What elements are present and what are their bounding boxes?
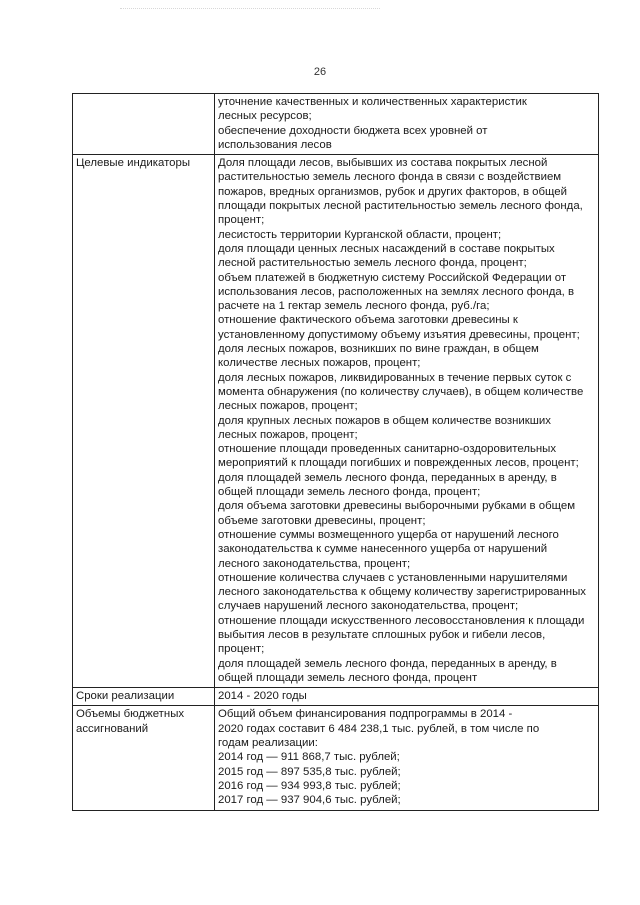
- text-line: обеспечение доходности бюджета всех уровней от: [218, 124, 488, 137]
- text-line: выбытия лесов в результате сплошных рубок и гибели лесов,: [218, 628, 546, 641]
- row-value: [215, 688, 599, 706]
- table-row: [73, 155, 599, 688]
- text-line: общей площади земель лесного фонда, процент;: [218, 486, 481, 499]
- passport-table: [72, 93, 599, 811]
- text-line: 2014 - 2020 годы: [218, 690, 307, 703]
- text-line: процент;: [218, 214, 265, 227]
- text-line: использования лесов, расположенных на землях лесного фонда, в: [218, 285, 575, 298]
- text-line: 2020 годах составит 6 484 238,1 тыс. рублей, в том числе по: [218, 722, 540, 735]
- text-line: доля лесных пожаров, ликвидированных в течение первых суток с: [218, 371, 572, 384]
- text-line: лесной растительностью земель лесного фонда, процент;: [218, 257, 527, 270]
- text-line: доля площадей земель лесного фонда, переданных в аренду, в: [218, 471, 557, 484]
- text-line: процент;: [218, 643, 265, 656]
- text-line: общей площади земель лесного фонда, процент: [218, 671, 478, 684]
- text-line: отношение площади искусственного лесовосстановления к площади: [218, 614, 585, 627]
- text-line: момента обнаружения (по количеству случаев), в общем количестве: [218, 385, 584, 398]
- text-line: 2016 год — 934 993,8 тыс. рублей;: [218, 779, 401, 792]
- text-line: Доля площади лесов, выбывших из состава покрытых лесной: [218, 157, 548, 170]
- text-line: растительностью земель лесного фонда в связи с воздействием: [218, 171, 562, 184]
- text-line: установленному допустимому объему изъятия древесины, процент;: [218, 328, 580, 341]
- text-line: отношение количества случаев с установленными нарушителями: [218, 571, 568, 584]
- scan-artifact: [120, 8, 380, 10]
- text-line: мероприятий к площади погибших и поврежденных лесов, процент;: [218, 457, 579, 470]
- text-line: 2017 год — 937 904,6 тыс. рублей;: [218, 794, 401, 807]
- text-line: лесистость территории Курганской области, процент;: [218, 228, 502, 241]
- text-line: годам реализации:: [218, 737, 318, 750]
- text-line: 2015 год — 897 535,8 тыс. рублей;: [218, 765, 401, 778]
- text-line: доля объема заготовки древесины выборочными рубками в общем: [218, 500, 576, 513]
- text-line: количестве лесных пожаров, процент;: [218, 357, 421, 370]
- text-line: законодательства к сумме нанесенного ущерба от нарушений: [218, 543, 548, 556]
- text-line: лесного законодательства к общему количеству зарегистрированных: [218, 586, 586, 599]
- row-value: [215, 706, 599, 810]
- row-label: Целевые индикаторы: [73, 155, 215, 688]
- text-line: лесных пожаров, процент;: [218, 400, 358, 413]
- table-row: [73, 94, 599, 155]
- text-line: расчете на 1 гектар земель лесного фонда, руб./га;: [218, 300, 490, 313]
- table-row: [73, 706, 599, 810]
- text-line: Общий объем финансирования подпрограммы в 2014 -: [218, 708, 513, 721]
- text-line: площади покрытых лесной растительностью земель лесного фонда,: [218, 200, 583, 213]
- text-line: лесных пожаров, процент;: [218, 428, 358, 441]
- text-line: лесного законодательства, процент;: [218, 557, 411, 570]
- text-line: уточнение качественных и количественных характеристик: [218, 96, 527, 108]
- row-label: [73, 94, 215, 155]
- text-line: доля крупных лесных пожаров в общем количестве возникших: [218, 414, 551, 427]
- text-line: доля лесных пожаров, возникших по вине граждан, в общем: [218, 343, 539, 356]
- text-line: лесных ресурсов;: [218, 110, 312, 123]
- text-line: использования лесов: [218, 138, 332, 151]
- row-label: Сроки реализации: [73, 688, 215, 706]
- text-line: объеме заготовки древесины, процент;: [218, 514, 426, 527]
- text-line: отношение суммы возмещенного ущерба от нарушений лесного: [218, 528, 559, 541]
- text-line: пожаров, вредных организмов, рубок и других факторов, в общей: [218, 185, 567, 198]
- text-line: случаев нарушений лесного законодательства, процент;: [218, 600, 519, 613]
- text-line: доля площади ценных лесных насаждений в составе покрытых: [218, 242, 555, 255]
- row-label: Объемы бюджетных ассигнований: [73, 706, 215, 810]
- table-row: [73, 688, 599, 706]
- text-line: отношение фактического объема заготовки древесины к: [218, 314, 518, 327]
- text-line: доля площадей земель лесного фонда, переданных в аренду, в: [218, 657, 557, 670]
- page-number: 26: [313, 66, 327, 78]
- row-value: [215, 155, 599, 688]
- row-value: [215, 94, 599, 155]
- text-line: 2014 год — 911 868,7 тыс. рублей;: [218, 751, 400, 764]
- text-line: объем платежей в бюджетную систему Российской Федерации от: [218, 271, 567, 284]
- text-line: отношение площади проведенных санитарно-оздоровительных: [218, 443, 557, 456]
